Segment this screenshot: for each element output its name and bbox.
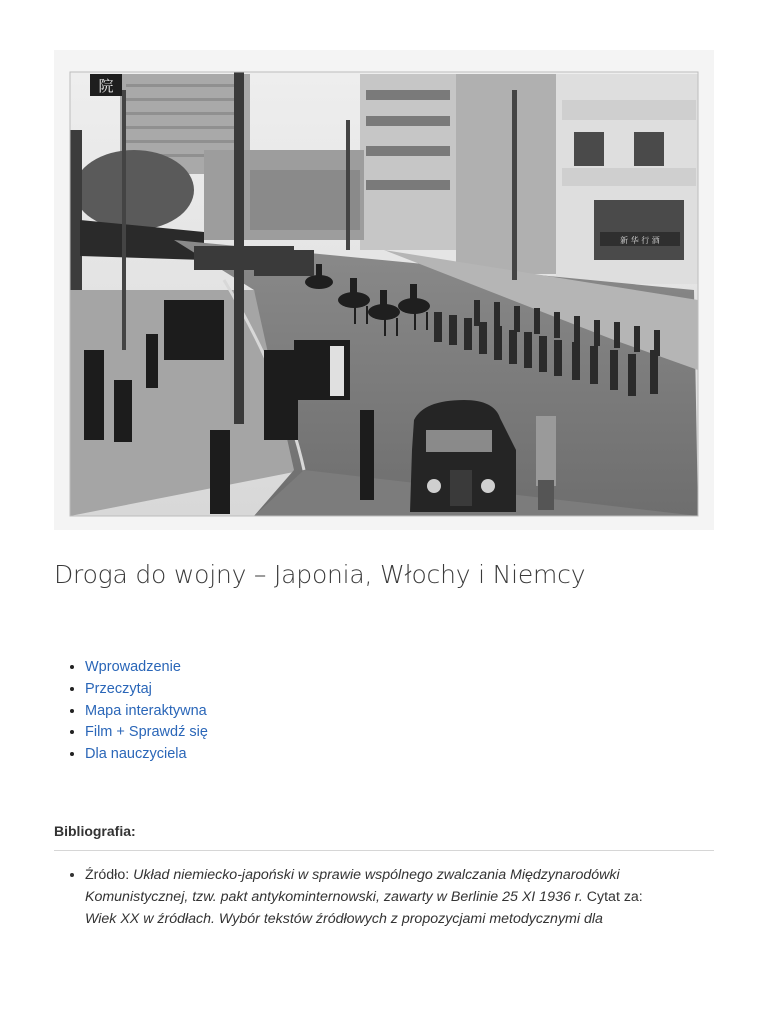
page-title: Droga do wojny – Japonia, Włochy i Niemcy	[54, 560, 586, 589]
bibliography-heading: Bibliografia:	[54, 823, 136, 839]
nav-link-introduction[interactable]: Wprowadzenie	[85, 659, 181, 675]
source-title: Układ niemiecko-japoński w sprawie wspólnego zwalczania Międzynarodówki Komunistycznej, tzw. pakt antykominternowski, zawarty w Berlinie 25 XI 1936 r.	[85, 867, 620, 905]
nav-item	[85, 701, 208, 723]
nav-item	[85, 657, 208, 679]
nav-item	[85, 722, 208, 744]
cite-prefix: Cytat za:	[582, 889, 643, 905]
nav-item	[85, 744, 208, 766]
shop-sign-text: 新 华 行 酒	[620, 236, 660, 245]
hero-photo-illustration	[54, 50, 714, 530]
nav-link-read[interactable]: Przeczytaj	[85, 680, 152, 697]
section-divider	[54, 850, 714, 851]
hero-sign-glyph: 院	[98, 77, 114, 95]
bibliography-entry	[85, 864, 714, 930]
source-prefix: Źródło:	[85, 867, 134, 883]
nav-item	[85, 679, 208, 701]
nav-link-for-teacher[interactable]: Dla nauczyciela	[85, 746, 187, 763]
hero-photo	[54, 50, 714, 530]
source-book: Wiek XX w źródłach. Wybór tekstów źródłowych z propozycjami metodycznymi dla	[85, 911, 603, 927]
nav-link-film-quiz[interactable]: Film + Sprawdź się	[85, 724, 208, 741]
nav-link-interactive-map[interactable]: Mapa interaktywna	[85, 702, 207, 719]
bibliography-list	[54, 864, 714, 930]
lesson-navigation	[54, 657, 208, 766]
